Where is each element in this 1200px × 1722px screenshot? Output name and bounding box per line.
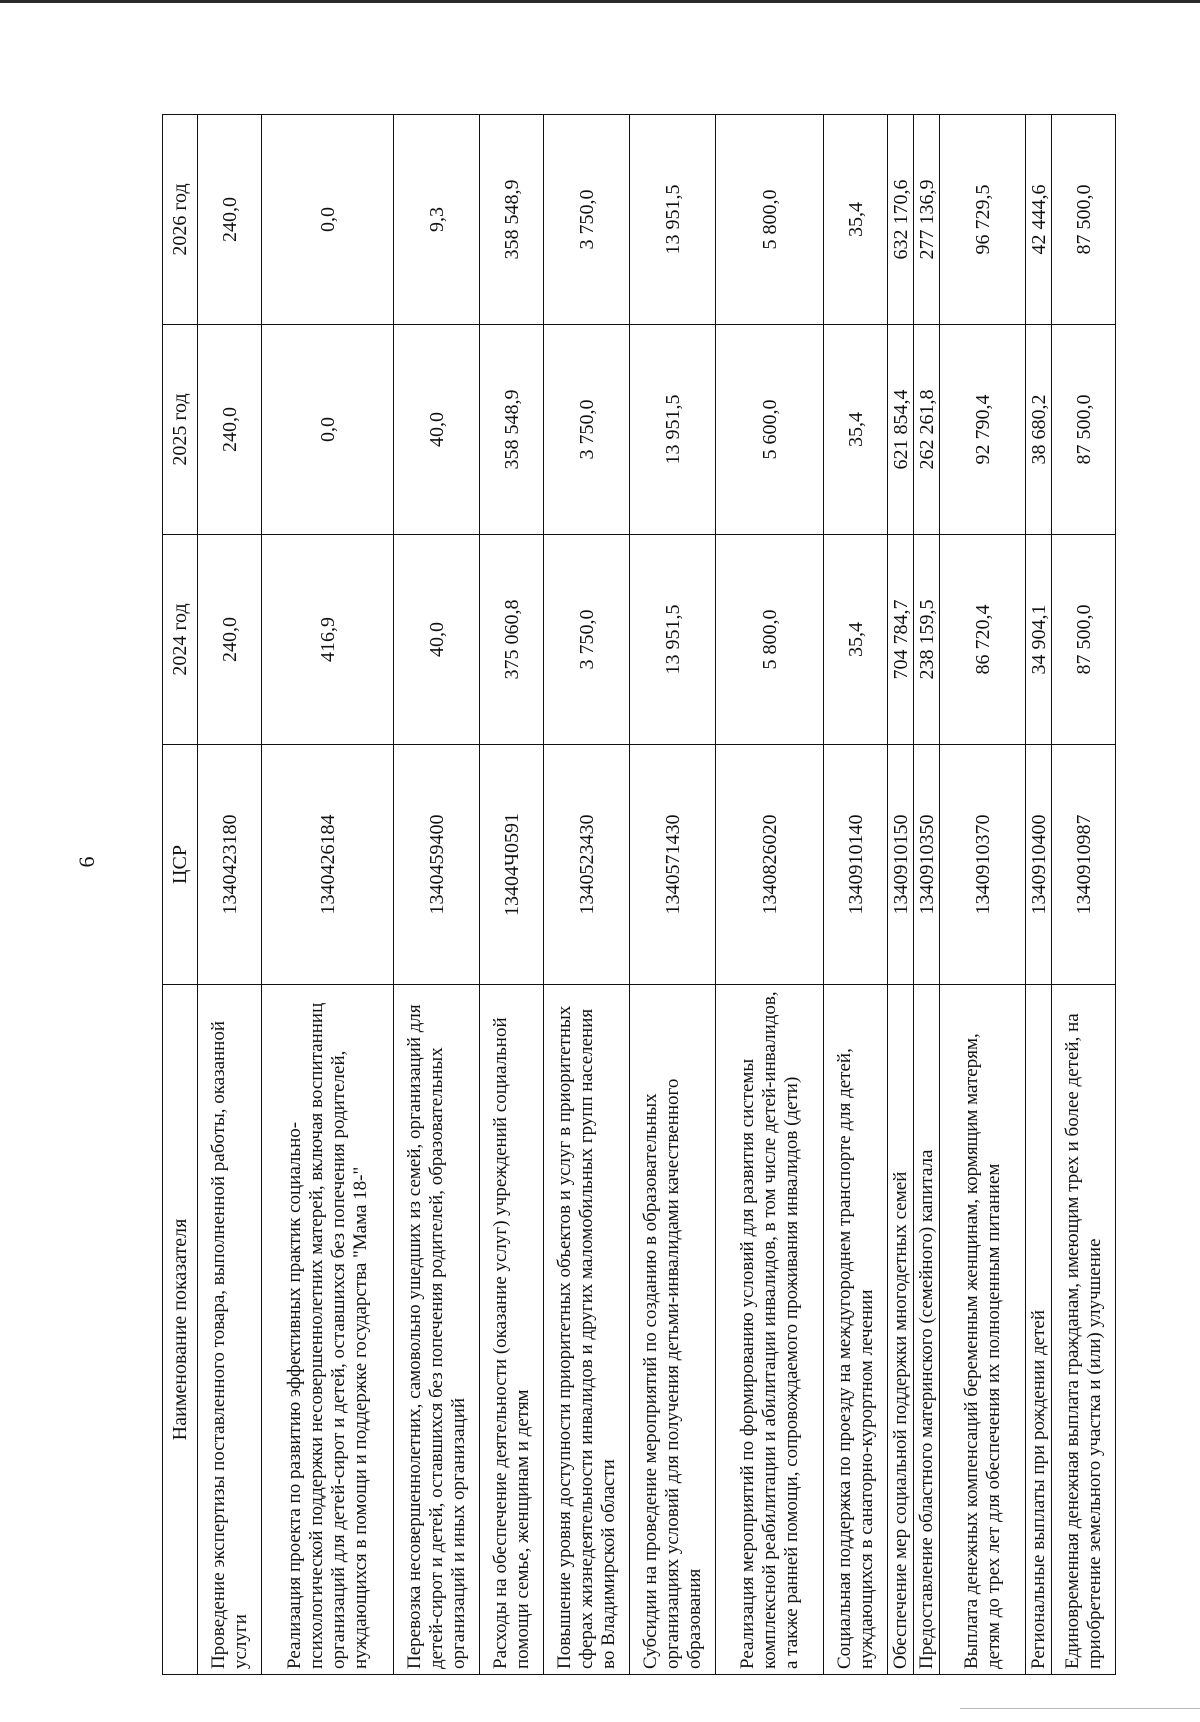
value-2025: 3 750,0 <box>544 325 630 535</box>
value-2024: 3 750,0 <box>544 535 630 745</box>
value-2024: 87 500,0 <box>1052 535 1116 745</box>
value-2024: 240,0 <box>198 535 262 745</box>
value-2025: 358 548,9 <box>480 325 544 535</box>
csr-code: 1340523430 <box>544 745 630 985</box>
indicator-name: Проведение экспертизы поставленного товара, выполненной работы, оказанной услуги <box>198 985 262 1675</box>
value-2024: 5 800,0 <box>716 535 824 745</box>
value-2025: 40,0 <box>394 325 480 535</box>
table-row <box>1052 115 1116 1675</box>
table-row <box>544 115 630 1675</box>
table-row <box>394 115 480 1675</box>
value-2026: 42 444,6 <box>1026 115 1052 325</box>
table-row <box>1026 115 1052 1675</box>
csr-code: 1340426184 <box>262 745 394 985</box>
indicator-name: Единовременная денежная выплата гражданам, имеющим трех и более детей, на приобретение земельного участка и (или) улучшение <box>1052 985 1116 1675</box>
value-2024: 35,4 <box>824 535 888 745</box>
value-2026: 96 729,5 <box>940 115 1026 325</box>
csr-code: 1340910370 <box>940 745 1026 985</box>
csr-code: 1340571430 <box>630 745 716 985</box>
value-2025: 87 500,0 <box>1052 325 1116 535</box>
header-year-2025: 2025 год <box>163 325 198 535</box>
indicator-name: Социальная поддержка по проезду на междугороднем транспорте для детей, нуждающихся в санаторно-курортном лечении <box>824 985 888 1675</box>
table-container <box>162 115 1105 1675</box>
indicator-name: Региональные выплаты при рождении детей <box>1026 985 1052 1675</box>
value-2025: 13 951,5 <box>630 325 716 535</box>
value-2026: 0,0 <box>262 115 394 325</box>
value-2026: 35,4 <box>824 115 888 325</box>
indicator-name: Обеспечение мер социальной поддержки многодетных семей <box>888 985 914 1675</box>
csr-code: 1340423180 <box>198 745 262 985</box>
table-row <box>198 115 262 1675</box>
page-number: 6 <box>74 856 99 868</box>
table-row <box>262 115 394 1675</box>
value-2024: 375 060,8 <box>480 535 544 745</box>
value-2026: 9,3 <box>394 115 480 325</box>
indicator-name: Реализация проекта по развитию эффективных практик социально-психологической поддержки несовершеннолетних матерей, включая воспитанниц организаций для детей-сирот и детей, оставшихся без попечения родителей, нуждающихся в помощи и поддержке государства "Мама 18-" <box>262 985 394 1675</box>
csr-code: 1340910987 <box>1052 745 1116 985</box>
csr-code: 1340826020 <box>716 745 824 985</box>
csr-code: 1340910400 <box>1026 745 1052 985</box>
indicator-name: Предоставление областного материнского (семейного) капитала <box>914 985 940 1675</box>
header-csr: ЦСР <box>163 745 198 985</box>
value-2026: 87 500,0 <box>1052 115 1116 325</box>
indicator-name: Расходы на обеспечение деятельности (оказание услуг) учреждений социальной помощи семье, женщинам и детям <box>480 985 544 1675</box>
table-row <box>480 115 544 1675</box>
scan-bottom-line <box>960 1708 1200 1709</box>
table-row <box>630 115 716 1675</box>
value-2024: 86 720,4 <box>940 535 1026 745</box>
csr-code: 1340910350 <box>914 745 940 985</box>
indicator-name: Реализация мероприятий по формированию условий для развития системы комплексной реабилитации и абилитации инвалидов, в том числе детей-инвалидов, а также ранней помощи, сопровождаемого проживания инвалидов (дети) <box>716 985 824 1675</box>
table-row <box>716 115 824 1675</box>
value-2026: 240,0 <box>198 115 262 325</box>
value-2025: 35,4 <box>824 325 888 535</box>
table-row <box>940 115 1026 1675</box>
table-header-row <box>163 115 198 1675</box>
value-2025: 38 680,2 <box>1026 325 1052 535</box>
rotated-table-frame <box>162 115 1105 1675</box>
value-2026: 13 951,5 <box>630 115 716 325</box>
indicator-name: Повышение уровня доступности приоритетных объектов и услуг в приоритетных сферах жизнедеятельности инвалидов и других маломобильных групп населения во Владимирской области <box>544 985 630 1675</box>
scan-top-edge <box>0 0 1200 3</box>
indicator-name: Перевозка несовершеннолетних, самовольно ушедших из семей, организаций для детей-сирот и детей, оставшихся без попечения родителей, образовательных организаций и иных организаций <box>394 985 480 1675</box>
table-row <box>824 115 888 1675</box>
value-2025: 0,0 <box>262 325 394 535</box>
value-2025: 262 261,8 <box>914 325 940 535</box>
csr-code: 1340910150 <box>888 745 914 985</box>
value-2025: 5 600,0 <box>716 325 824 535</box>
value-2025: 92 790,4 <box>940 325 1026 535</box>
value-2026: 3 750,0 <box>544 115 630 325</box>
value-2024: 704 784,7 <box>888 535 914 745</box>
value-2024: 238 159,5 <box>914 535 940 745</box>
value-2026: 632 170,6 <box>888 115 914 325</box>
value-2026: 5 800,0 <box>716 115 824 325</box>
value-2024: 416,9 <box>262 535 394 745</box>
budget-table <box>162 114 1116 1675</box>
csr-code: 1340459400 <box>394 745 480 985</box>
csr-code: 13404Ч0591 <box>480 745 544 985</box>
header-year-2024: 2024 год <box>163 535 198 745</box>
value-2024: 40,0 <box>394 535 480 745</box>
indicator-name: Субсидии на проведение мероприятий по созданию в образовательных организациях условий для получения детьми-инвалидами качественного образования <box>630 985 716 1675</box>
csr-code: 1340910140 <box>824 745 888 985</box>
value-2025: 621 854,4 <box>888 325 914 535</box>
value-2024: 34 904,1 <box>1026 535 1052 745</box>
value-2024: 13 951,5 <box>630 535 716 745</box>
header-year-2026: 2026 год <box>163 115 198 325</box>
indicator-name: Выплата денежных компенсаций беременным женщинам, кормящим матерям, детям до трех лет для обеспечения их полноценным питанием <box>940 985 1026 1675</box>
table-row <box>914 115 940 1675</box>
value-2026: 277 136,9 <box>914 115 940 325</box>
value-2025: 240,0 <box>198 325 262 535</box>
header-indicator-name: Наименование показателя <box>163 985 198 1675</box>
value-2026: 358 548,9 <box>480 115 544 325</box>
table-row <box>888 115 914 1675</box>
